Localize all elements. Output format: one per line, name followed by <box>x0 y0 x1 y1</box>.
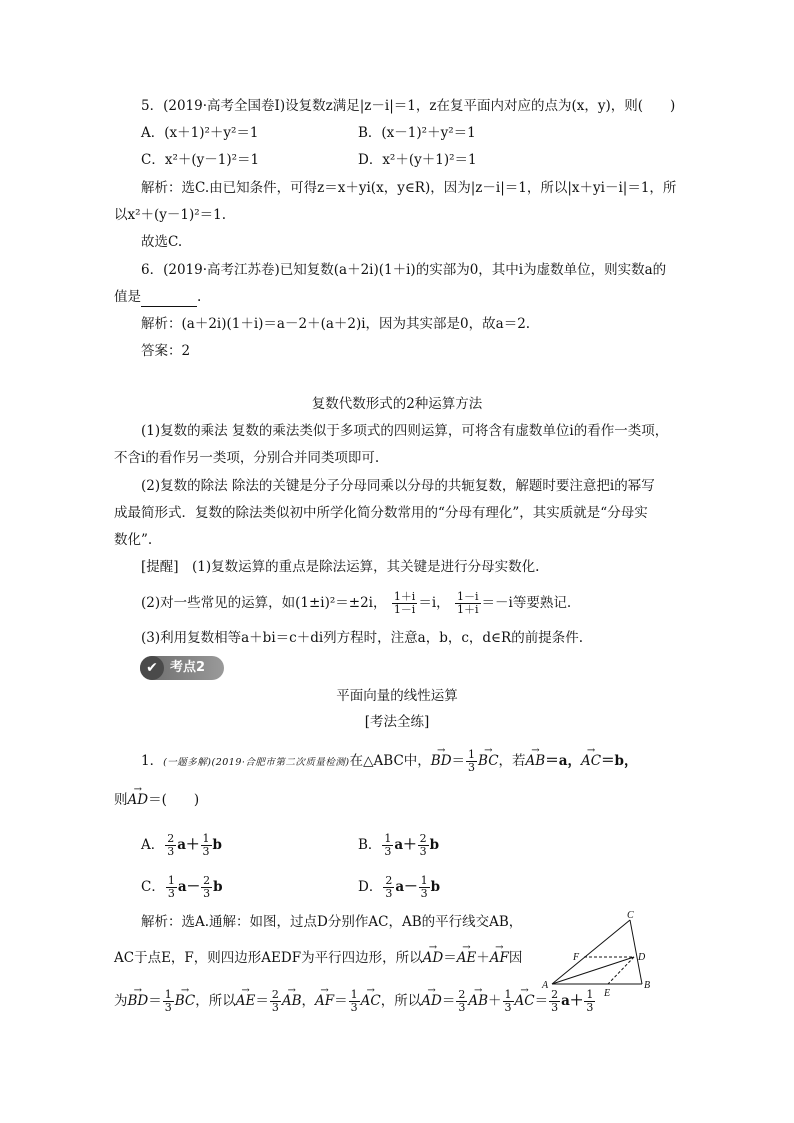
fraction <box>166 875 177 900</box>
line-ad <box>552 957 634 984</box>
sol3-t5: a＋ <box>561 993 584 1009</box>
option-label: B． <box>358 837 382 853</box>
q5-option-d: D．x²＋(y＋1)²＝1 <box>358 152 477 168</box>
vector-bd: → BD <box>431 748 452 774</box>
fraction-den: 3 <box>167 845 175 858</box>
option-label: D． <box>358 879 383 895</box>
fraction-den: 3 <box>167 887 175 900</box>
vector-ab: → AB <box>468 988 488 1014</box>
option-label: C． <box>141 879 165 895</box>
q1-line2-text: 则 <box>114 792 128 808</box>
fraction-num: 1 <box>164 988 172 1001</box>
fraction-den: 3 <box>468 761 476 774</box>
tip2-mid: ＝i， <box>418 595 450 611</box>
option-end: b <box>213 879 223 895</box>
vector-ab: → AB <box>526 748 546 774</box>
q6-stem-end: . <box>197 289 202 305</box>
fraction-num: 1 <box>167 874 175 887</box>
vector-ad: → AD <box>421 988 442 1014</box>
fraction <box>382 833 393 858</box>
fraction <box>201 833 212 858</box>
q5-option-c: C．x²＋(y－1)²＝1 <box>141 152 260 168</box>
option-mid: a＋ <box>177 837 200 853</box>
q6-answer: 答案：2 <box>141 343 191 359</box>
fraction-2 <box>455 591 481 616</box>
sol3-t3: ， <box>301 993 316 1009</box>
q1-option-d <box>358 874 440 900</box>
fraction <box>165 833 176 858</box>
fraction-num: 1 <box>384 832 392 845</box>
fraction <box>456 989 467 1014</box>
fraction-den: 1＋i <box>456 603 479 616</box>
q1-text-c: ＝a， <box>545 753 581 769</box>
label-b: B <box>644 980 651 991</box>
option-end: b <box>212 837 222 853</box>
triangle-figure <box>540 910 670 1000</box>
fraction-den: 3 <box>458 1001 466 1014</box>
fraction-den: 3 <box>586 1001 594 1014</box>
fraction-den: 3 <box>504 1001 512 1014</box>
fraction-den: 3 <box>384 845 392 858</box>
label-d: D <box>638 952 646 963</box>
option-mid: a－ <box>395 879 418 895</box>
sol3-t4: ，所以 <box>380 993 422 1009</box>
label-a: A <box>542 980 549 991</box>
tip-line1: [提醒] (1)复数运算的重点是除法运算，其关键是进行分母实数化. <box>141 559 540 575</box>
q6-stem-line2 <box>114 287 201 307</box>
fraction-num: 2 <box>419 832 427 845</box>
q6-stem-text: 值是 <box>114 289 141 305</box>
q1-note: (一题多解) <box>163 757 212 768</box>
fraction-den: 1－i <box>393 603 416 616</box>
vector-ad: → AD <box>128 790 149 810</box>
fraction <box>383 875 394 900</box>
q1-option-c <box>141 874 223 900</box>
fraction-den: 3 <box>419 845 427 858</box>
fraction-1 <box>392 591 418 616</box>
sol3-eq2: ＝ <box>255 993 269 1009</box>
q1-line2-end: ＝( ) <box>148 792 200 808</box>
fraction <box>419 875 430 900</box>
sol3-eq4: ＝ <box>441 993 456 1009</box>
fraction-third <box>466 749 477 774</box>
section-badge-label: 考点2 <box>170 660 206 675</box>
fraction-num: 2 <box>203 874 211 887</box>
q1-text-b: ，若 <box>498 753 526 769</box>
option-end: b <box>430 879 441 895</box>
section-badge <box>140 656 224 680</box>
fraction-den: 3 <box>350 1001 358 1014</box>
q5-option-a: A．(x＋1)²＋y²＝1 <box>141 125 259 141</box>
q6-answer-blank <box>141 292 197 307</box>
checkmark-icon: ✔ <box>140 656 164 680</box>
q1-eq: ＝ <box>451 753 466 769</box>
q1-solution-line2 <box>114 948 522 968</box>
fraction-num: 2 <box>385 874 393 887</box>
vector-bc: → BC <box>175 988 196 1014</box>
vector-bc: → BC <box>478 748 499 774</box>
fraction-num: 1－i <box>456 590 479 603</box>
vector-ae: → AE <box>457 948 477 968</box>
label-e: E <box>604 988 611 999</box>
fraction-den: 3 <box>551 1001 559 1014</box>
q6-solution: 解析：(a＋2i)(1＋i)＝a－2＋(a＋2)i，因为其实部是0，故a＝2. <box>141 316 531 332</box>
method-p2-line1: (2)复数的除法 除法的关键是分子分母同乘以分母的共轭复数，解题时要注意把i的幂写 <box>141 478 655 494</box>
option-mid: a＋ <box>394 837 417 853</box>
fraction <box>201 875 212 900</box>
vector-bd: → BD <box>128 988 149 1014</box>
sol2-eq: ＝ <box>443 950 457 966</box>
q5-solution-line2: 以x²＋(y－1)²＝1. <box>114 207 227 223</box>
vector-ab: → AB <box>282 988 302 1014</box>
q1-stem-line2 <box>114 790 199 810</box>
q5-stem: 5．(2019·高考全国卷Ⅰ)设复数z满足|z－i|＝1，z在复平面内对应的点为(x，y)，则( ) <box>141 98 676 114</box>
q5-solution-line1: 解析：选C.由已知条件，可得z＝x＋yi(x，y∈R)，因为|z－i|＝1，所以|x＋yi－i|＝1，所 <box>141 180 677 196</box>
option-mid: a－ <box>177 879 201 895</box>
fraction-den: 3 <box>271 1001 279 1014</box>
sol3-eq: ＝ <box>148 993 162 1009</box>
tip2-end: ＝－i等要熟记. <box>481 595 572 611</box>
fraction <box>418 833 429 858</box>
method-p2-line2: 成最简形式．复数的除法类似初中所学化简分数常用的“分母有理化”，其实质就是“分母实 <box>114 505 648 521</box>
q1-solution-line1: 解析：选A.通解：如图，过点D分别作AC，AB的平行线交AB， <box>141 914 523 930</box>
label-f: F <box>573 952 580 963</box>
sol3-t1: ，所以 <box>195 993 236 1009</box>
option-end: b <box>429 837 440 853</box>
sol3-eq3: ＝ <box>334 993 348 1009</box>
vector-ac: → AC <box>581 748 601 774</box>
q1-solution-line3 <box>114 988 596 1014</box>
label-c: C <box>627 910 634 921</box>
fraction-num: 1 <box>586 988 594 1001</box>
fraction-den: 3 <box>202 845 210 858</box>
q5-option-b: B．(x－1)²＋y²＝1 <box>358 125 476 141</box>
fraction <box>270 989 281 1014</box>
method-p2-line3: 数化”. <box>114 532 153 548</box>
fraction <box>163 989 174 1014</box>
fraction <box>503 989 514 1014</box>
q6-stem-line1: 6．(2019·高考江苏卷)已知复数(a＋2i)(1＋i)的实部为0，其中i为虚数单位，则实数a的 <box>141 262 667 278</box>
fraction-num: 2 <box>167 832 175 845</box>
fraction-den: 3 <box>385 887 393 900</box>
q1-option-b <box>358 832 439 858</box>
vector-af: → AF <box>490 948 509 968</box>
sol3-eq5: ＝ <box>534 993 549 1009</box>
tip-line3: (3)利用复数相等a＋bi＝c＋di列方程时，注意a，b，c，d∈R的前提条件. <box>141 630 583 646</box>
fraction-num: 1＋i <box>393 590 416 603</box>
fraction-num: 2 <box>551 988 559 1001</box>
fraction-num: 2 <box>271 988 279 1001</box>
method-p1-line1: (1)复数的乘法 复数的乘法类似于多项式的四则运算，可将含有虚数单位i的看作一类项， <box>141 423 669 439</box>
side-ac <box>552 920 630 984</box>
section-title: 平面向量的线性运算 <box>336 688 458 704</box>
q1-number: 1． <box>141 753 164 769</box>
tip-line2 <box>141 590 571 616</box>
method-title: 复数代数形式的2种运算方法 <box>311 396 483 412</box>
fraction-num: 1 <box>504 988 512 1001</box>
tip2-text: (2)对一些常见的运算，如(1±i)²＝±2i， <box>141 595 387 611</box>
fraction-den: 3 <box>420 887 428 900</box>
vector-ae: → AE <box>236 988 256 1014</box>
fraction-den: 3 <box>203 887 211 900</box>
sol3-pre: 为 <box>114 993 128 1009</box>
fraction-num: 2 <box>458 988 466 1001</box>
vector-af: → AF <box>315 988 334 1014</box>
sol2-plus: ＋ <box>476 950 490 966</box>
q1-text-d: ＝b， <box>601 753 638 769</box>
vector-ad: → AD <box>423 948 444 968</box>
q1-text: 在△ABC中， <box>349 753 431 769</box>
fraction-num: 1 <box>420 874 428 887</box>
vector-ac: → AC <box>515 988 535 1014</box>
fraction-num: 1 <box>468 748 476 761</box>
fraction-num: 1 <box>202 832 210 845</box>
sol2-end: 因 <box>508 950 523 966</box>
q1-stem-line1 <box>141 748 638 776</box>
sol2-text: AC于点E，F，则四边形AEDF为平行四边形，所以 <box>114 950 423 966</box>
section-subtitle: [考法全练] <box>364 714 430 730</box>
q1-source: (2019·合肥市第二次质量检测) <box>211 757 350 768</box>
q1-option-a <box>141 832 222 858</box>
method-p1-line2: 不含i的看作另一类项，分别合并同类项即可. <box>114 450 380 466</box>
fraction <box>349 989 360 1014</box>
sol3-plus: ＋ <box>488 993 502 1009</box>
option-label: A． <box>141 837 165 853</box>
fraction-num: 1 <box>350 988 358 1001</box>
vector-ac: → AC <box>361 988 381 1014</box>
q5-solution-line3: 故选C. <box>141 234 183 250</box>
fraction-den: 3 <box>164 1001 172 1014</box>
